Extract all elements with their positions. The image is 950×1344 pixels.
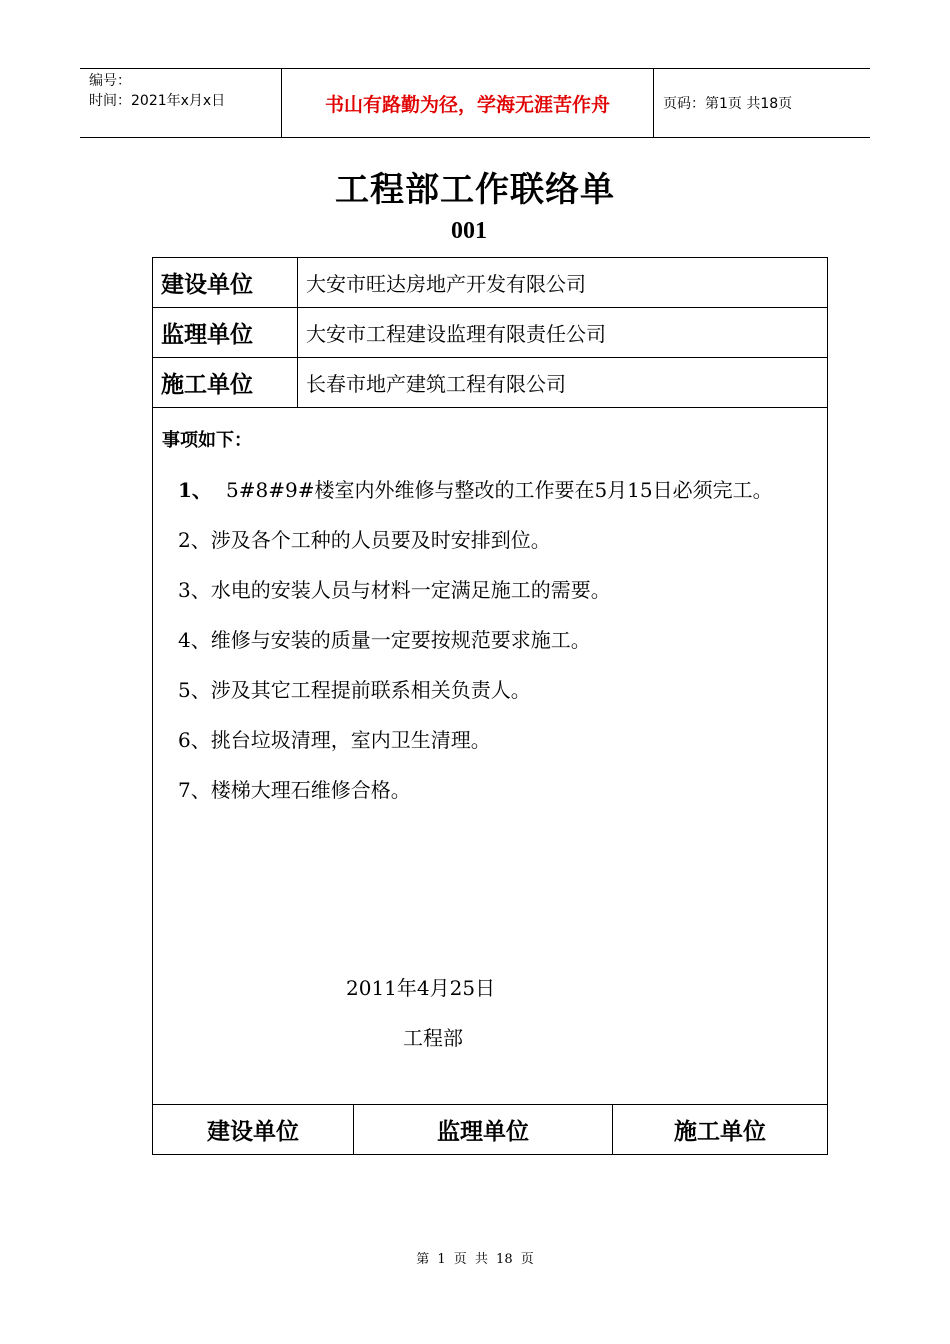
document-title: 工程部工作联络单	[335, 170, 615, 210]
party-value: 大安市工程建设监理有限责任公司	[306, 322, 606, 346]
matter-text: 挑台垃圾清理，室内卫生清理。	[210, 728, 491, 752]
header-motto: 书山有路勤为径，学海无涯苦作舟	[282, 69, 654, 137]
matter-number: 4、	[178, 628, 211, 652]
signature-department: 工程部	[403, 1026, 463, 1050]
sign-cell-construction: 建设单位	[153, 1105, 354, 1154]
sign-cell-contractor: 施工单位	[674, 1119, 766, 1145]
party-row-supervision	[153, 308, 827, 358]
contact-form	[152, 257, 828, 1155]
party-value: 大安市旺达房地产开发有限公司	[306, 272, 586, 296]
matter-text: 5#8#9#楼室内外维修与整改的工作要在5月15日必须完工。	[226, 478, 773, 502]
signature-row	[153, 1104, 827, 1154]
matter-item	[178, 774, 411, 803]
party-label: 施工单位	[153, 358, 298, 407]
party-label: 建设单位	[153, 258, 298, 307]
matter-number: 3、	[178, 578, 211, 602]
party-row-contractor	[153, 358, 827, 408]
matter-number: 6、	[178, 728, 211, 752]
matters-heading: 事项如下：	[162, 430, 252, 451]
matter-text: 涉及其它工程提前联系相关负责人。	[210, 678, 531, 702]
matter-number: 2、	[178, 528, 211, 552]
header-meta	[80, 69, 282, 137]
matter-item	[178, 624, 591, 653]
date-line: 时间：2021年x月x日	[89, 93, 226, 109]
party-value: 长春市地产建筑工程有限公司	[306, 372, 566, 396]
page-footer: 第 1 页 共 18 页	[416, 1252, 534, 1267]
page-header	[80, 68, 870, 138]
matter-item	[178, 474, 773, 503]
matter-text: 维修与安装的质量一定要按规范要求施工。	[210, 628, 591, 652]
matter-text: 涉及各个工种的人员要及时安排到位。	[210, 528, 551, 552]
matter-text: 楼梯大理石维修合格。	[210, 778, 411, 802]
party-label: 监理单位	[153, 308, 298, 357]
header-page-info: 页码：第1页 共18页	[663, 96, 793, 112]
matter-text: 水电的安装人员与材料一定满足施工的需要。	[210, 578, 611, 602]
matter-number: 7、	[178, 778, 211, 802]
party-row-construction	[153, 258, 827, 308]
sign-cell-supervision: 监理单位	[354, 1105, 613, 1154]
matter-item	[178, 574, 611, 603]
matter-item	[178, 524, 551, 553]
matter-number: 5、	[178, 678, 211, 702]
matter-item	[178, 724, 491, 753]
document-number: 001	[451, 218, 487, 244]
serial-label: 编号：	[89, 73, 131, 89]
matter-number: 1、	[178, 478, 212, 502]
signature-date: 2011年4月25日	[346, 976, 496, 1000]
matter-item	[178, 674, 531, 703]
